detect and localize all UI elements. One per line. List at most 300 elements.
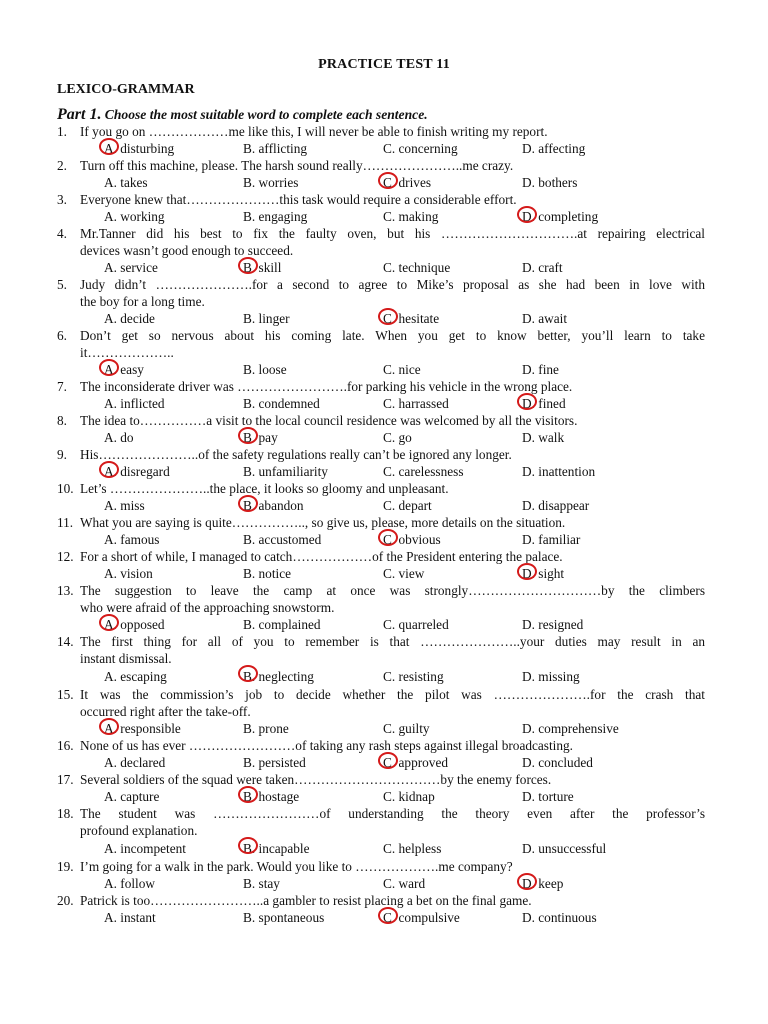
option-text: sight bbox=[538, 566, 565, 581]
option-text: follow bbox=[120, 876, 155, 891]
option-text: famous bbox=[120, 532, 160, 547]
question-line bbox=[57, 191, 705, 208]
question-line-continued bbox=[57, 242, 705, 259]
option-letter: D. bbox=[522, 910, 535, 925]
answer-option-c[interactable] bbox=[383, 429, 412, 446]
question-text: Let’s …………………..the place, it looks so gloomy and unpleasant. bbox=[80, 481, 449, 496]
question-line bbox=[57, 737, 705, 754]
answer-option-a[interactable] bbox=[104, 140, 174, 157]
option-text: neglecting bbox=[258, 669, 314, 684]
option-text: kidnap bbox=[398, 789, 435, 804]
question-text: None of us has ever ……………………of taking any rash steps against illegal broadcasting. bbox=[80, 738, 573, 753]
part-number: Part 1. bbox=[57, 106, 102, 123]
question-item bbox=[57, 191, 705, 225]
selected-answer-circle: C. bbox=[383, 755, 396, 770]
answer-option-a[interactable] bbox=[104, 616, 165, 633]
answer-options bbox=[57, 463, 705, 480]
option-text: nice bbox=[398, 362, 421, 377]
question-line bbox=[57, 157, 705, 174]
option-letter: A. bbox=[104, 841, 117, 856]
question-line-continued bbox=[57, 293, 705, 310]
question-line bbox=[57, 378, 705, 395]
answer-option-b[interactable] bbox=[243, 361, 287, 378]
answer-options bbox=[57, 788, 705, 805]
option-letter: B. bbox=[243, 311, 256, 326]
question-line bbox=[57, 686, 705, 703]
option-letter: C. bbox=[383, 566, 396, 581]
answer-option-a[interactable] bbox=[104, 310, 155, 327]
option-text: worries bbox=[258, 175, 299, 190]
answer-option-b[interactable] bbox=[243, 429, 278, 446]
option-text: incompetent bbox=[120, 841, 186, 856]
question-line-continued bbox=[57, 703, 705, 720]
question-list bbox=[57, 123, 705, 926]
answer-option-a[interactable] bbox=[104, 788, 159, 805]
option-text: declared bbox=[120, 755, 166, 770]
option-letter: C. bbox=[383, 209, 396, 224]
option-letter: B. bbox=[243, 532, 256, 547]
answer-option-d[interactable] bbox=[522, 463, 595, 480]
question-line-continued bbox=[57, 599, 705, 616]
option-text: concerning bbox=[398, 141, 458, 156]
question-line bbox=[57, 548, 705, 565]
selected-answer-circle: A. bbox=[104, 721, 117, 736]
option-letter: C. bbox=[383, 876, 396, 891]
question-line bbox=[57, 805, 705, 822]
selected-answer-circle: A. bbox=[104, 362, 117, 377]
option-letter: D. bbox=[522, 175, 535, 190]
answer-option-a[interactable] bbox=[104, 839, 186, 858]
option-text: instant bbox=[120, 910, 156, 925]
question-text: The first thing for all of you to remember is that …………………..your duties may result in an bbox=[80, 634, 705, 649]
option-letter: C. bbox=[383, 841, 396, 856]
question-number: 19. bbox=[57, 859, 74, 874]
option-text: working bbox=[120, 209, 165, 224]
option-letter: D. bbox=[522, 430, 535, 445]
question-item bbox=[57, 327, 705, 378]
option-letter: B. bbox=[243, 755, 256, 770]
option-letter: B. bbox=[243, 141, 256, 156]
option-text: ward bbox=[398, 876, 426, 891]
answer-option-d[interactable] bbox=[522, 754, 593, 771]
page-title: PRACTICE TEST 11 bbox=[318, 57, 450, 72]
option-letter: D. bbox=[522, 260, 535, 275]
option-text: carelessness bbox=[398, 464, 464, 479]
answer-options bbox=[57, 875, 705, 892]
answer-option-d[interactable] bbox=[522, 259, 563, 276]
answer-option-a[interactable] bbox=[104, 174, 148, 191]
selected-answer-circle: A. bbox=[104, 141, 117, 156]
option-letter: B. bbox=[243, 209, 256, 224]
option-letter: A. bbox=[104, 789, 117, 804]
answer-option-c[interactable] bbox=[383, 531, 441, 548]
question-line bbox=[57, 771, 705, 788]
answer-option-d[interactable] bbox=[522, 497, 589, 514]
answer-option-b[interactable] bbox=[243, 174, 298, 191]
answer-options bbox=[57, 310, 705, 327]
option-text: responsible bbox=[120, 721, 181, 736]
answer-option-d[interactable] bbox=[522, 174, 577, 191]
question-line bbox=[57, 123, 705, 140]
option-text: unsuccessful bbox=[538, 841, 607, 856]
option-text: easy bbox=[120, 362, 144, 377]
option-text: go bbox=[398, 430, 412, 445]
option-text: compulsive bbox=[398, 910, 460, 925]
question-text: Turn off this machine, please. The harsh sound really…………………..me crazy. bbox=[80, 158, 514, 173]
option-text: depart bbox=[398, 498, 432, 513]
question-line bbox=[57, 633, 705, 650]
option-letter: C. bbox=[383, 464, 396, 479]
question-text: instant dismissal. bbox=[80, 651, 172, 666]
option-letter: A. bbox=[104, 209, 117, 224]
option-letter: D. bbox=[522, 617, 535, 632]
option-letter: D. bbox=[522, 721, 535, 736]
option-text: familiar bbox=[538, 532, 581, 547]
answer-option-c[interactable] bbox=[383, 875, 425, 892]
answer-option-d[interactable] bbox=[522, 909, 597, 926]
selected-answer-circle: B. bbox=[243, 669, 256, 684]
question-line bbox=[57, 276, 705, 293]
question-text: His…………………..of the safety regulations really can’t be ignored any longer. bbox=[80, 447, 512, 462]
option-letter: A. bbox=[104, 175, 117, 190]
answer-option-d[interactable] bbox=[522, 208, 598, 225]
option-text: inattention bbox=[538, 464, 596, 479]
question-text: For a short of while, I managed to catch………………of the President entering the palace. bbox=[80, 549, 563, 564]
option-text: abandon bbox=[258, 498, 304, 513]
option-text: unfamiliarity bbox=[258, 464, 328, 479]
answer-option-b[interactable] bbox=[243, 140, 307, 157]
answer-option-a[interactable] bbox=[104, 909, 156, 926]
option-text: stay bbox=[258, 876, 280, 891]
answer-option-b[interactable] bbox=[243, 463, 328, 480]
answer-option-d[interactable] bbox=[522, 429, 564, 446]
option-text: fined bbox=[538, 396, 566, 411]
answer-option-b[interactable] bbox=[243, 310, 290, 327]
answer-option-a[interactable] bbox=[104, 754, 165, 771]
answer-option-b[interactable] bbox=[243, 788, 299, 805]
question-number: 3. bbox=[57, 192, 67, 207]
answer-option-d[interactable] bbox=[522, 667, 580, 686]
option-letter: D. bbox=[522, 755, 535, 770]
question-text: The inconsiderate driver was …………………….for parking his vehicle in the wrong place. bbox=[80, 379, 573, 394]
answer-option-c[interactable] bbox=[383, 361, 421, 378]
section-title: LEXICO-GRAMMAR bbox=[57, 82, 195, 97]
answer-option-b[interactable] bbox=[243, 754, 306, 771]
answer-option-b[interactable] bbox=[243, 909, 324, 926]
answer-option-c[interactable] bbox=[383, 720, 430, 737]
question-text: It was the commission’s job to decide whether the pilot was ………………….for the crash that bbox=[80, 687, 705, 702]
answer-options bbox=[57, 531, 705, 548]
answer-option-b[interactable] bbox=[243, 839, 309, 858]
option-text: concluded bbox=[538, 755, 593, 770]
question-item bbox=[57, 446, 705, 480]
answer-option-a[interactable] bbox=[104, 531, 159, 548]
option-letter: B. bbox=[243, 464, 256, 479]
answer-option-b[interactable] bbox=[243, 875, 280, 892]
selected-answer-circle: C. bbox=[383, 175, 396, 190]
question-number: 8. bbox=[57, 413, 67, 428]
answer-options bbox=[57, 754, 705, 771]
question-number: 14. bbox=[57, 634, 74, 649]
question-number: 6. bbox=[57, 328, 67, 343]
answer-option-c[interactable] bbox=[383, 839, 441, 858]
option-text: inflicted bbox=[120, 396, 165, 411]
answer-options bbox=[57, 497, 705, 514]
option-text: skill bbox=[258, 260, 282, 275]
option-letter: B. bbox=[243, 566, 256, 581]
answer-options bbox=[57, 361, 705, 378]
question-item bbox=[57, 892, 705, 926]
option-text: vision bbox=[120, 566, 153, 581]
option-text: condemned bbox=[258, 396, 320, 411]
option-text: service bbox=[120, 260, 158, 275]
answer-option-a[interactable] bbox=[104, 208, 165, 225]
option-text: making bbox=[398, 209, 439, 224]
option-text: drives bbox=[398, 175, 432, 190]
question-line bbox=[57, 225, 705, 242]
answer-option-b[interactable] bbox=[243, 531, 321, 548]
question-number: 12. bbox=[57, 549, 74, 564]
answer-option-a[interactable] bbox=[104, 667, 167, 686]
answer-option-b[interactable] bbox=[243, 208, 307, 225]
answer-options bbox=[57, 174, 705, 191]
answer-option-a[interactable] bbox=[104, 565, 153, 582]
option-letter: D. bbox=[522, 141, 535, 156]
answer-option-a[interactable] bbox=[104, 720, 181, 737]
answer-option-a[interactable] bbox=[104, 395, 165, 412]
option-text: incapable bbox=[258, 841, 310, 856]
option-letter: C. bbox=[383, 362, 396, 377]
option-letter: C. bbox=[383, 789, 396, 804]
answer-option-d[interactable] bbox=[522, 361, 559, 378]
question-item bbox=[57, 480, 705, 514]
option-letter: D. bbox=[522, 362, 535, 377]
selected-answer-circle: B. bbox=[243, 841, 256, 856]
answer-option-c[interactable] bbox=[383, 259, 450, 276]
answer-option-d[interactable] bbox=[522, 310, 567, 327]
question-item bbox=[57, 412, 705, 446]
selected-answer-circle: B. bbox=[243, 260, 256, 275]
question-text: I’m going for a walk in the park. Would you like to ……………….me company? bbox=[80, 859, 513, 874]
question-line bbox=[57, 327, 705, 344]
answer-options bbox=[57, 667, 705, 686]
option-letter: D. bbox=[522, 532, 535, 547]
option-letter: A. bbox=[104, 396, 117, 411]
option-text: resisting bbox=[398, 669, 444, 684]
option-letter: B. bbox=[243, 910, 256, 925]
option-text: do bbox=[120, 430, 134, 445]
option-letter: C. bbox=[383, 617, 396, 632]
option-letter: D. bbox=[522, 311, 535, 326]
option-text: fine bbox=[538, 362, 559, 377]
answer-option-d[interactable] bbox=[522, 720, 619, 737]
option-letter: A. bbox=[104, 876, 117, 891]
option-text: harrassed bbox=[398, 396, 449, 411]
answer-options bbox=[57, 208, 705, 225]
option-text: takes bbox=[120, 175, 148, 190]
answer-option-b[interactable] bbox=[243, 616, 321, 633]
question-number: 13. bbox=[57, 583, 74, 598]
question-text: Judy didn’t ………………….for a second to agree to Mike’s proposal as she had been in love with bbox=[80, 277, 705, 292]
option-text: hostage bbox=[258, 789, 300, 804]
option-letter: C. bbox=[383, 721, 396, 736]
question-text: it……………….. bbox=[80, 345, 174, 360]
option-letter: C. bbox=[383, 396, 396, 411]
selected-answer-circle: C. bbox=[383, 910, 396, 925]
answer-option-c[interactable] bbox=[383, 909, 460, 926]
answer-option-a[interactable] bbox=[104, 875, 155, 892]
question-item bbox=[57, 276, 705, 327]
answer-option-c[interactable] bbox=[383, 497, 432, 514]
selected-answer-circle: B. bbox=[243, 789, 256, 804]
question-text: profound explanation. bbox=[80, 823, 198, 838]
question-text: Mr.Tanner did his best to fix the faulty oven, but his ………………………….at repairing electrical bbox=[80, 226, 705, 241]
question-number: 7. bbox=[57, 379, 67, 394]
selected-answer-circle: B. bbox=[243, 498, 256, 513]
option-text: spontaneous bbox=[258, 910, 325, 925]
part-heading bbox=[57, 106, 428, 124]
option-text: approved bbox=[398, 755, 449, 770]
question-text: who were afraid of the approaching snowstorm. bbox=[80, 600, 335, 615]
option-letter: B. bbox=[243, 396, 256, 411]
question-item bbox=[57, 225, 705, 276]
option-text: await bbox=[538, 311, 568, 326]
option-text: bothers bbox=[538, 175, 578, 190]
answer-option-c[interactable] bbox=[383, 140, 458, 157]
question-line bbox=[57, 412, 705, 429]
answer-option-c[interactable] bbox=[383, 754, 448, 771]
question-number: 16. bbox=[57, 738, 74, 753]
option-letter: C. bbox=[383, 498, 396, 513]
question-line-continued bbox=[57, 344, 705, 361]
answer-option-b[interactable] bbox=[243, 259, 281, 276]
option-text: affecting bbox=[538, 141, 586, 156]
selected-answer-circle: A. bbox=[104, 617, 117, 632]
option-letter: D. bbox=[522, 498, 535, 513]
question-number: 1. bbox=[57, 124, 67, 139]
option-text: accustomed bbox=[258, 532, 322, 547]
question-text: The student was ……………………of understanding the theory even after the professor’s bbox=[80, 806, 705, 821]
answer-option-d[interactable] bbox=[522, 140, 585, 157]
question-number: 2. bbox=[57, 158, 67, 173]
question-line bbox=[57, 446, 705, 463]
answer-option-d[interactable] bbox=[522, 616, 583, 633]
option-text: engaging bbox=[258, 209, 308, 224]
answer-option-b[interactable] bbox=[243, 565, 291, 582]
option-text: miss bbox=[120, 498, 145, 513]
question-text: The idea to……………a visit to the local council residence was welcomed by all the visitors. bbox=[80, 413, 578, 428]
answer-options bbox=[57, 720, 705, 737]
question-number: 15. bbox=[57, 687, 74, 702]
option-letter: B. bbox=[243, 362, 256, 377]
answer-option-c[interactable] bbox=[383, 565, 424, 582]
option-letter: D. bbox=[522, 789, 535, 804]
question-text: the boy for a long time. bbox=[80, 294, 205, 309]
answer-option-a[interactable] bbox=[104, 361, 144, 378]
answer-option-b[interactable] bbox=[243, 667, 314, 686]
question-line bbox=[57, 858, 705, 875]
answer-option-d[interactable] bbox=[522, 875, 563, 892]
question-item bbox=[57, 686, 705, 737]
option-letter: A. bbox=[104, 566, 117, 581]
option-letter: A. bbox=[104, 498, 117, 513]
answer-option-a[interactable] bbox=[104, 497, 145, 514]
answer-option-c[interactable] bbox=[383, 616, 449, 633]
question-line-continued bbox=[57, 822, 705, 839]
selected-answer-circle: C. bbox=[383, 532, 396, 547]
question-item bbox=[57, 633, 705, 686]
option-text: opposed bbox=[120, 617, 165, 632]
answer-option-a[interactable] bbox=[104, 463, 170, 480]
selected-answer-circle: D. bbox=[522, 209, 535, 224]
answer-options bbox=[57, 616, 705, 633]
question-number: 20. bbox=[57, 893, 74, 908]
option-letter: C. bbox=[383, 430, 396, 445]
question-item bbox=[57, 737, 705, 771]
answer-option-a[interactable] bbox=[104, 429, 134, 446]
answer-option-c[interactable] bbox=[383, 667, 444, 686]
option-letter: B. bbox=[243, 175, 256, 190]
question-line bbox=[57, 480, 705, 497]
option-letter: B. bbox=[243, 617, 256, 632]
option-text: afflicting bbox=[258, 141, 308, 156]
answer-option-d[interactable] bbox=[522, 531, 580, 548]
question-item bbox=[57, 157, 705, 191]
answer-option-c[interactable] bbox=[383, 788, 435, 805]
answer-option-d[interactable] bbox=[522, 839, 606, 858]
answer-option-d[interactable] bbox=[522, 395, 566, 412]
option-text: missing bbox=[538, 669, 580, 684]
question-line bbox=[57, 892, 705, 909]
answer-option-d[interactable] bbox=[522, 788, 574, 805]
answer-option-b[interactable] bbox=[243, 720, 289, 737]
answer-option-c[interactable] bbox=[383, 395, 449, 412]
answer-option-d[interactable] bbox=[522, 565, 564, 582]
answer-options bbox=[57, 259, 705, 276]
question-item bbox=[57, 771, 705, 805]
option-letter: A. bbox=[104, 910, 117, 925]
question-item bbox=[57, 514, 705, 548]
option-letter: A. bbox=[104, 260, 117, 275]
question-number: 10. bbox=[57, 481, 74, 496]
answer-option-c[interactable] bbox=[383, 463, 464, 480]
option-letter: D. bbox=[522, 669, 535, 684]
selected-answer-circle: C. bbox=[383, 311, 396, 326]
answer-option-c[interactable] bbox=[383, 310, 439, 327]
option-text: complained bbox=[258, 617, 321, 632]
option-text: decide bbox=[120, 311, 155, 326]
answer-option-a[interactable] bbox=[104, 259, 158, 276]
answer-option-b[interactable] bbox=[243, 497, 304, 514]
answer-option-c[interactable] bbox=[383, 208, 438, 225]
answer-options bbox=[57, 429, 705, 446]
selected-answer-circle: D. bbox=[522, 396, 535, 411]
option-text: hesitate bbox=[398, 311, 440, 326]
answer-option-c[interactable] bbox=[383, 174, 431, 191]
option-letter: A. bbox=[104, 311, 117, 326]
question-text: occurred right after the take-off. bbox=[80, 704, 251, 719]
question-item bbox=[57, 123, 705, 157]
answer-option-b[interactable] bbox=[243, 395, 320, 412]
question-number: 11. bbox=[57, 515, 74, 530]
question-text: If you go on ………………me like this, I will never be able to finish writing my report. bbox=[80, 124, 548, 139]
option-text: disappear bbox=[538, 498, 590, 513]
question-text: What you are saying is quite…………….., so give us, please, more details on the situation. bbox=[80, 515, 566, 530]
option-text: notice bbox=[258, 566, 292, 581]
answer-options bbox=[57, 909, 705, 926]
option-text: escaping bbox=[120, 669, 167, 684]
option-letter: D. bbox=[522, 464, 535, 479]
